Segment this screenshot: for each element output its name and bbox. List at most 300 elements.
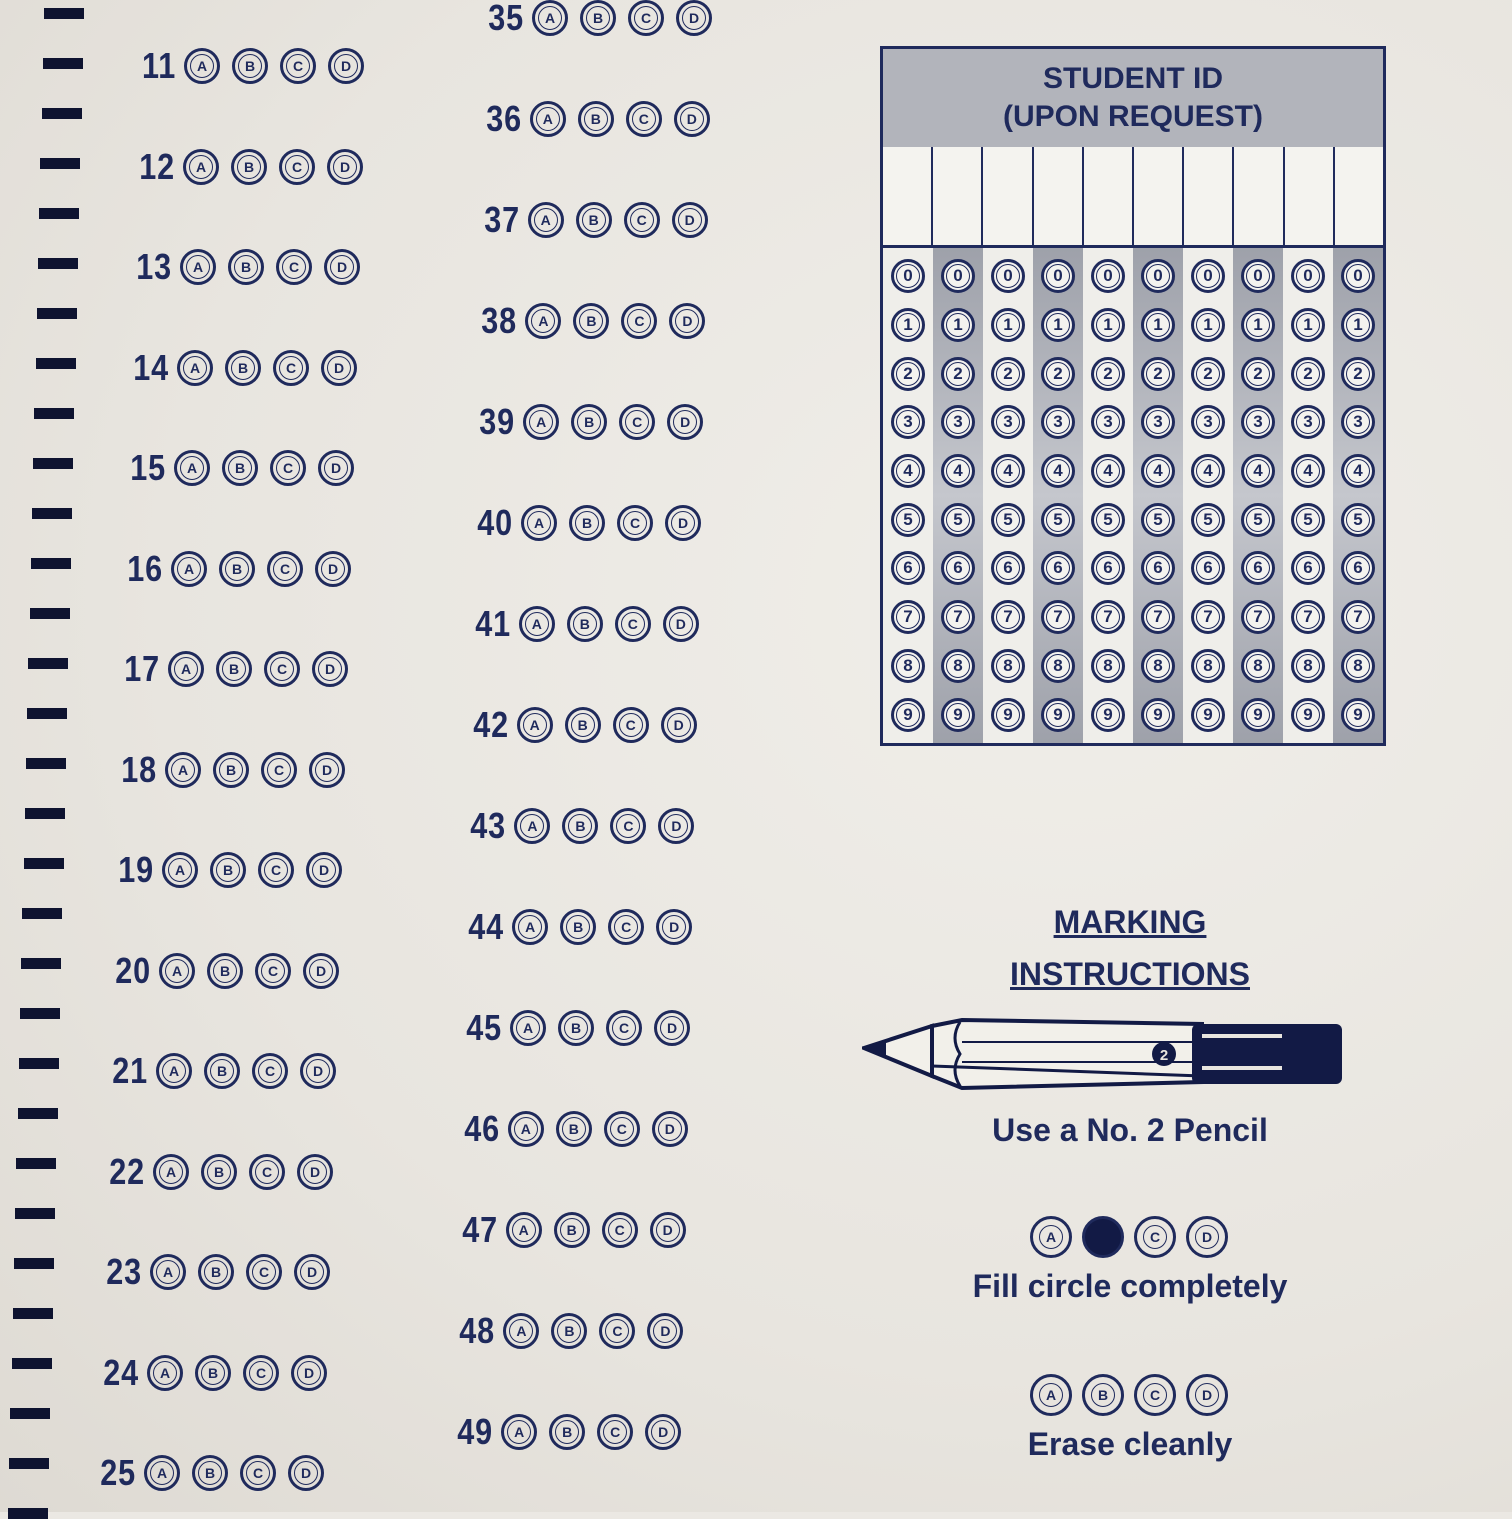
answer-bubble-c[interactable] bbox=[258, 852, 294, 888]
bubble-letter: C bbox=[630, 208, 654, 232]
student-id-bubble-2[interactable] bbox=[1341, 357, 1375, 391]
question-number: 21 bbox=[112, 1050, 149, 1091]
student-id-bubble-1[interactable] bbox=[1141, 308, 1175, 342]
student-id-bubble-7[interactable] bbox=[941, 600, 975, 634]
answer-bubble-b[interactable] bbox=[562, 808, 598, 844]
student-id-bubble-7[interactable] bbox=[991, 600, 1025, 634]
student-id-bubble-5[interactable] bbox=[1191, 503, 1225, 537]
answer-bubble-b[interactable] bbox=[551, 1313, 587, 1349]
answer-bubble-a[interactable] bbox=[521, 505, 557, 541]
answer-bubble-b[interactable] bbox=[549, 1414, 585, 1450]
answer-bubble-b[interactable] bbox=[573, 303, 609, 339]
answer-bubble-d[interactable] bbox=[324, 249, 360, 285]
answer-bubble-d[interactable] bbox=[328, 48, 364, 84]
answer-bubble-a[interactable] bbox=[501, 1414, 537, 1450]
student-id-bubble-3[interactable] bbox=[1191, 405, 1225, 439]
answer-bubble-a[interactable] bbox=[156, 1053, 192, 1089]
bubble-letter: A bbox=[1039, 1383, 1063, 1407]
answer-bubble-c bbox=[1134, 1216, 1176, 1258]
bubble-letter: D bbox=[675, 309, 699, 333]
question-number: 13 bbox=[136, 246, 173, 287]
answer-bubble-d[interactable] bbox=[661, 707, 697, 743]
answer-bubble-d[interactable] bbox=[665, 505, 701, 541]
student-id-bubble-5[interactable] bbox=[941, 503, 975, 537]
answer-bubble-a[interactable] bbox=[180, 249, 216, 285]
student-id-bubble-6[interactable] bbox=[891, 551, 925, 585]
answer-bubble-d[interactable] bbox=[674, 101, 710, 137]
answer-bubble-d[interactable] bbox=[306, 852, 342, 888]
student-id-bubble-0[interactable] bbox=[1041, 259, 1075, 293]
answer-bubble-d[interactable] bbox=[654, 1010, 690, 1046]
bubble-letter: B bbox=[201, 1361, 225, 1385]
digit-label: 9 bbox=[1296, 703, 1320, 727]
question-number: 25 bbox=[100, 1452, 137, 1493]
bubble-letter: C bbox=[258, 1059, 282, 1083]
answer-bubble-c[interactable] bbox=[628, 0, 664, 36]
answer-bubble-b[interactable] bbox=[578, 101, 614, 137]
answer-bubble-a[interactable] bbox=[171, 551, 207, 587]
student-id-bubble-9[interactable] bbox=[1041, 698, 1075, 732]
question-row bbox=[103, 1150, 345, 1194]
bubble-letter: A bbox=[186, 255, 210, 279]
student-id-bubble-2[interactable] bbox=[1191, 357, 1225, 391]
student-id-bubble-8[interactable] bbox=[941, 649, 975, 683]
answer-bubble-c[interactable] bbox=[597, 1414, 633, 1450]
answer-bubble-b[interactable] bbox=[204, 1053, 240, 1089]
answer-bubble-b[interactable] bbox=[554, 1212, 590, 1248]
student-id-bubble-4[interactable] bbox=[991, 454, 1025, 488]
answer-bubble-d[interactable] bbox=[321, 350, 357, 386]
answer-bubble-a[interactable] bbox=[523, 404, 559, 440]
answer-bubble-c[interactable] bbox=[604, 1111, 640, 1147]
question-row bbox=[133, 145, 375, 189]
student-id-bubble-5[interactable] bbox=[1291, 503, 1325, 537]
student-id-bubble-5[interactable] bbox=[891, 503, 925, 537]
student-id-bubble-7[interactable] bbox=[1091, 600, 1125, 634]
student-id-bubble-5[interactable] bbox=[991, 503, 1025, 537]
answer-bubble-d[interactable] bbox=[300, 1053, 336, 1089]
bubble-letter: C bbox=[627, 309, 651, 333]
student-id-bubble-8[interactable] bbox=[991, 649, 1025, 683]
student-id-bubble-4[interactable] bbox=[891, 454, 925, 488]
student-id-bubble-9[interactable] bbox=[1341, 698, 1375, 732]
student-id-bubble-1[interactable] bbox=[1291, 308, 1325, 342]
answer-bubble-b[interactable] bbox=[195, 1355, 231, 1391]
student-id-bubble-2[interactable] bbox=[1141, 357, 1175, 391]
student-id-bubble-3[interactable] bbox=[1241, 405, 1275, 439]
student-id-bubble-8[interactable] bbox=[1141, 649, 1175, 683]
student-id-bubble-4[interactable] bbox=[1141, 454, 1175, 488]
student-id-bubble-4[interactable] bbox=[1191, 454, 1225, 488]
student-id-bubble-0[interactable] bbox=[1291, 259, 1325, 293]
answer-bubble-b[interactable] bbox=[210, 852, 246, 888]
bubble-letter: B bbox=[216, 858, 240, 882]
timing-mark bbox=[27, 708, 67, 719]
student-id-bubble-3[interactable] bbox=[941, 405, 975, 439]
student-id-bubble-4[interactable] bbox=[1341, 454, 1375, 488]
answer-bubble-a[interactable] bbox=[150, 1254, 186, 1290]
answer-bubble-b[interactable] bbox=[232, 48, 268, 84]
bubble-letter: C bbox=[610, 1117, 634, 1141]
student-id-bubble-9[interactable] bbox=[891, 698, 925, 732]
question-row bbox=[462, 905, 704, 949]
student-id-bubble-2[interactable] bbox=[1241, 357, 1275, 391]
answer-bubble-b bbox=[1082, 1216, 1124, 1258]
answer-bubble-b[interactable] bbox=[560, 909, 596, 945]
bubble-letter: A bbox=[189, 155, 213, 179]
answer-bubble-c[interactable] bbox=[613, 707, 649, 743]
answer-bubble-a[interactable] bbox=[519, 606, 555, 642]
answer-bubble-c[interactable] bbox=[270, 450, 306, 486]
student-id-column bbox=[883, 248, 933, 743]
student-id-bubble-1[interactable] bbox=[991, 308, 1025, 342]
answer-bubble-d[interactable] bbox=[315, 551, 351, 587]
student-id-bubble-0[interactable] bbox=[991, 259, 1025, 293]
student-id-bubble-8[interactable] bbox=[1091, 649, 1125, 683]
answer-bubble-b[interactable] bbox=[213, 752, 249, 788]
student-id-bubble-5[interactable] bbox=[1141, 503, 1175, 537]
answer-bubble-a[interactable] bbox=[528, 202, 564, 238]
answer-bubble-c[interactable] bbox=[240, 1455, 276, 1491]
answer-bubble-b[interactable] bbox=[198, 1254, 234, 1290]
timing-mark bbox=[20, 1008, 60, 1019]
bubble-letter: D bbox=[678, 208, 702, 232]
student-id-bubble-1[interactable] bbox=[891, 308, 925, 342]
answer-bubble-d[interactable] bbox=[327, 149, 363, 185]
student-id-bubble-8[interactable] bbox=[891, 649, 925, 683]
student-id-bubble-7[interactable] bbox=[1241, 600, 1275, 634]
student-id-bubble-2[interactable] bbox=[1091, 357, 1125, 391]
digit-label: 2 bbox=[1096, 362, 1120, 386]
student-id-bubble-1[interactable] bbox=[1191, 308, 1225, 342]
answer-bubble-a[interactable] bbox=[177, 350, 213, 386]
answer-bubble-b[interactable] bbox=[571, 404, 607, 440]
timing-mark bbox=[32, 508, 72, 519]
answer-bubble-d[interactable] bbox=[647, 1313, 683, 1349]
student-id-bubble-1[interactable] bbox=[1041, 308, 1075, 342]
answer-bubble-c[interactable] bbox=[280, 48, 316, 84]
answer-bubble-a[interactable] bbox=[168, 651, 204, 687]
student-id-bubble-8[interactable] bbox=[1191, 649, 1225, 683]
digit-label: 7 bbox=[1296, 605, 1320, 629]
answer-bubble-d[interactable] bbox=[294, 1254, 330, 1290]
student-id-bubble-9[interactable] bbox=[1191, 698, 1225, 732]
student-id-bubble-6[interactable] bbox=[1141, 551, 1175, 585]
student-id-bubble-1[interactable] bbox=[1341, 308, 1375, 342]
question-row bbox=[478, 198, 720, 242]
student-id-bubble-3[interactable] bbox=[1091, 405, 1125, 439]
question-row bbox=[480, 97, 722, 141]
answer-bubble-c[interactable] bbox=[243, 1355, 279, 1391]
student-id-bubble-9[interactable] bbox=[1241, 698, 1275, 732]
student-id-bubble-2[interactable] bbox=[891, 357, 925, 391]
bubble-letter: B bbox=[575, 511, 599, 535]
answer-bubble-d[interactable] bbox=[672, 202, 708, 238]
digit-label: 6 bbox=[896, 556, 920, 580]
student-id-bubble-4[interactable] bbox=[1241, 454, 1275, 488]
student-id-bubble-5[interactable] bbox=[1091, 503, 1125, 537]
student-id-bubble-0[interactable] bbox=[891, 259, 925, 293]
student-id-bubble-8[interactable] bbox=[1241, 649, 1275, 683]
student-id-bubble-4[interactable] bbox=[1091, 454, 1125, 488]
answer-bubble-a[interactable] bbox=[174, 450, 210, 486]
question-row bbox=[456, 1208, 698, 1252]
question-row bbox=[112, 848, 354, 892]
student-id-write-in-box[interactable] bbox=[1084, 147, 1134, 245]
student-id-bubble-6[interactable] bbox=[1341, 551, 1375, 585]
student-id-write-in-box[interactable] bbox=[1134, 147, 1184, 245]
student-id-bubble-2[interactable] bbox=[941, 357, 975, 391]
answer-bubble-d[interactable] bbox=[652, 1111, 688, 1147]
timing-mark bbox=[8, 1508, 48, 1519]
answer-bubble-a[interactable] bbox=[153, 1154, 189, 1190]
answer-bubble-d[interactable] bbox=[291, 1355, 327, 1391]
student-id-bubble-1[interactable] bbox=[941, 308, 975, 342]
answer-bubble-a[interactable] bbox=[532, 0, 568, 36]
student-id-bubble-7[interactable] bbox=[1191, 600, 1225, 634]
student-id-bubble-8[interactable] bbox=[1341, 649, 1375, 683]
answer-bubble-a[interactable] bbox=[183, 149, 219, 185]
student-id-bubble-6[interactable] bbox=[1291, 551, 1325, 585]
answer-bubble-c[interactable] bbox=[617, 505, 653, 541]
answer-bubble-d[interactable] bbox=[663, 606, 699, 642]
question-row bbox=[130, 245, 372, 289]
student-id-bubble-3[interactable] bbox=[1341, 405, 1375, 439]
answer-bubble-c[interactable] bbox=[624, 202, 660, 238]
student-id-write-in-box[interactable] bbox=[883, 147, 933, 245]
answer-bubble-a[interactable] bbox=[514, 808, 550, 844]
answer-bubble-c[interactable] bbox=[602, 1212, 638, 1248]
student-id-bubble-7[interactable] bbox=[1291, 600, 1325, 634]
answer-bubble-d[interactable] bbox=[645, 1414, 681, 1450]
digit-label: 8 bbox=[946, 654, 970, 678]
digit-label: 9 bbox=[1196, 703, 1220, 727]
answer-bubble-d[interactable] bbox=[650, 1212, 686, 1248]
question-row bbox=[458, 1107, 700, 1151]
student-id-bubble-9[interactable] bbox=[991, 698, 1025, 732]
answer-bubble-b[interactable] bbox=[580, 0, 616, 36]
student-id-bubble-0[interactable] bbox=[1091, 259, 1125, 293]
student-id-bubble-0[interactable] bbox=[1191, 259, 1225, 293]
student-id-subtitle: (UPON REQUEST) bbox=[1002, 100, 1263, 133]
answer-bubble-c[interactable] bbox=[267, 551, 303, 587]
answer-bubble-d[interactable] bbox=[658, 808, 694, 844]
student-id-bubble-5[interactable] bbox=[1241, 503, 1275, 537]
answer-bubble-b[interactable] bbox=[222, 450, 258, 486]
student-id-header bbox=[883, 49, 1383, 150]
student-id-bubble-2[interactable] bbox=[991, 357, 1025, 391]
pencil-icon bbox=[862, 1018, 1352, 1092]
answer-bubble-d[interactable] bbox=[288, 1455, 324, 1491]
digit-label: 7 bbox=[946, 605, 970, 629]
student-id-bubble-9[interactable] bbox=[941, 698, 975, 732]
answer-bubble-d[interactable] bbox=[312, 651, 348, 687]
answer-bubble-a[interactable] bbox=[506, 1212, 542, 1248]
answer-bubble-a[interactable] bbox=[165, 752, 201, 788]
answer-bubble-b[interactable] bbox=[569, 505, 605, 541]
student-id-write-in-box[interactable] bbox=[1234, 147, 1284, 245]
answer-bubble-d[interactable] bbox=[309, 752, 345, 788]
student-id-bubble-8[interactable] bbox=[1291, 649, 1325, 683]
answer-bubble-c[interactable] bbox=[626, 101, 662, 137]
answer-bubble-b[interactable] bbox=[565, 707, 601, 743]
answer-bubble-a[interactable] bbox=[512, 909, 548, 945]
answer-bubble-a[interactable] bbox=[147, 1355, 183, 1391]
timing-mark bbox=[18, 1108, 58, 1119]
answer-bubble-b[interactable] bbox=[558, 1010, 594, 1046]
digit-label: 1 bbox=[1196, 313, 1220, 337]
answer-bubble-b[interactable] bbox=[225, 350, 261, 386]
answer-bubble-c[interactable] bbox=[621, 303, 657, 339]
bubble-letter: D bbox=[651, 1420, 675, 1444]
answer-bubble-c[interactable] bbox=[255, 953, 291, 989]
answer-bubble-c[interactable] bbox=[246, 1254, 282, 1290]
student-id-bubble-6[interactable] bbox=[1041, 551, 1075, 585]
student-id-bubble-0[interactable] bbox=[1141, 259, 1175, 293]
student-id-bubble-6[interactable] bbox=[941, 551, 975, 585]
student-id-write-in-box[interactable] bbox=[1335, 147, 1383, 245]
bubble-letter: B bbox=[577, 410, 601, 434]
student-id-bubble-3[interactable] bbox=[991, 405, 1025, 439]
student-id-write-in-box[interactable] bbox=[1034, 147, 1084, 245]
student-id-bubble-0[interactable] bbox=[941, 259, 975, 293]
student-id-bubble-6[interactable] bbox=[1241, 551, 1275, 585]
bubble-letter: B bbox=[571, 713, 595, 737]
bubble-letter: D bbox=[315, 758, 339, 782]
answer-bubble-b bbox=[1082, 1374, 1124, 1416]
answer-bubble-d[interactable] bbox=[669, 303, 705, 339]
student-id-bubble-5[interactable] bbox=[1341, 503, 1375, 537]
student-id-bubble-7[interactable] bbox=[891, 600, 925, 634]
answer-bubble-a[interactable] bbox=[508, 1111, 544, 1147]
student-id-write-in-box[interactable] bbox=[933, 147, 983, 245]
answer-bubble-b[interactable] bbox=[556, 1111, 592, 1147]
student-id-bubble-1[interactable] bbox=[1091, 308, 1125, 342]
answer-bubble-c[interactable] bbox=[610, 808, 646, 844]
answer-bubble-d[interactable] bbox=[318, 450, 354, 486]
student-id-bubble-9[interactable] bbox=[1291, 698, 1325, 732]
answer-bubble-c[interactable] bbox=[264, 651, 300, 687]
student-id-bubble-6[interactable] bbox=[1091, 551, 1125, 585]
answer-bubble-b[interactable] bbox=[576, 202, 612, 238]
answer-bubble-c[interactable] bbox=[606, 1010, 642, 1046]
answer-bubble-b[interactable] bbox=[192, 1455, 228, 1491]
answer-bubble-b[interactable] bbox=[231, 149, 267, 185]
digit-label: 1 bbox=[1346, 313, 1370, 337]
student-id-write-in-box[interactable] bbox=[1184, 147, 1234, 245]
student-id-bubble-9[interactable] bbox=[1091, 698, 1125, 732]
student-id-bubble-7[interactable] bbox=[1141, 600, 1175, 634]
bubble-letter: C bbox=[616, 814, 640, 838]
bubble-letter: B bbox=[564, 1016, 588, 1040]
digit-label: 9 bbox=[1046, 703, 1070, 727]
answer-bubble-a[interactable] bbox=[184, 48, 220, 84]
answer-bubble-a[interactable] bbox=[510, 1010, 546, 1046]
student-id-bubble-3[interactable] bbox=[1041, 405, 1075, 439]
answer-bubble-a[interactable] bbox=[144, 1455, 180, 1491]
answer-bubble-b[interactable] bbox=[567, 606, 603, 642]
digit-label: 1 bbox=[896, 313, 920, 337]
digit-label: 5 bbox=[1246, 508, 1270, 532]
answer-bubble-a[interactable] bbox=[517, 707, 553, 743]
answer-bubble-a[interactable] bbox=[162, 852, 198, 888]
student-id-bubble-9[interactable] bbox=[1141, 698, 1175, 732]
student-id-bubble-2[interactable] bbox=[1041, 357, 1075, 391]
answer-bubble-d[interactable] bbox=[297, 1154, 333, 1190]
bubble-letter: D bbox=[330, 255, 354, 279]
answer-bubble-c[interactable] bbox=[608, 909, 644, 945]
student-id-bubble-6[interactable] bbox=[1191, 551, 1225, 585]
answer-bubble-b[interactable] bbox=[219, 551, 255, 587]
bubble-letter: C bbox=[614, 915, 638, 939]
student-id-bubble-0[interactable] bbox=[1341, 259, 1375, 293]
bubble-letter: C bbox=[270, 657, 294, 681]
answer-bubble-c[interactable] bbox=[619, 404, 655, 440]
student-id-bubble-4[interactable] bbox=[941, 454, 975, 488]
bubble-letter: C bbox=[252, 1260, 276, 1284]
timing-mark bbox=[40, 158, 80, 169]
answer-bubble-b[interactable] bbox=[228, 249, 264, 285]
bubble-letter: A bbox=[518, 915, 542, 939]
answer-bubble-a[interactable] bbox=[159, 953, 195, 989]
answer-bubble-c[interactable] bbox=[261, 752, 297, 788]
answer-bubble-c[interactable] bbox=[249, 1154, 285, 1190]
answer-bubble-a[interactable] bbox=[525, 303, 561, 339]
answer-bubble-d[interactable] bbox=[303, 953, 339, 989]
student-id-bubble-0[interactable] bbox=[1241, 259, 1275, 293]
answer-bubble-a[interactable] bbox=[503, 1313, 539, 1349]
student-id-bubble-5[interactable] bbox=[1041, 503, 1075, 537]
question-number: 12 bbox=[139, 145, 176, 187]
answer-bubble-c[interactable] bbox=[276, 249, 312, 285]
digit-label: 3 bbox=[946, 410, 970, 434]
student-id-bubble-4[interactable] bbox=[1041, 454, 1075, 488]
answer-bubble-b[interactable] bbox=[207, 953, 243, 989]
digit-label: 4 bbox=[1196, 459, 1220, 483]
answer-bubble-c[interactable] bbox=[273, 350, 309, 386]
question-row bbox=[127, 346, 369, 390]
answer-bubble-c[interactable] bbox=[252, 1053, 288, 1089]
answer-bubble-a[interactable] bbox=[530, 101, 566, 137]
student-id-bubble-3[interactable] bbox=[891, 405, 925, 439]
student-id-bubble-3[interactable] bbox=[1141, 405, 1175, 439]
student-id-bubble-2[interactable] bbox=[1291, 357, 1325, 391]
answer-bubble-d[interactable] bbox=[667, 404, 703, 440]
student-id-bubble-4[interactable] bbox=[1291, 454, 1325, 488]
student-id-bubble-3[interactable] bbox=[1291, 405, 1325, 439]
answer-bubble-d[interactable] bbox=[656, 909, 692, 945]
answer-bubble-b[interactable] bbox=[201, 1154, 237, 1190]
answer-bubble-c[interactable] bbox=[279, 149, 315, 185]
student-id-bubble-7[interactable] bbox=[1041, 600, 1075, 634]
digit-label: 6 bbox=[1296, 556, 1320, 580]
question-row bbox=[475, 299, 717, 343]
student-id-bubble-8[interactable] bbox=[1041, 649, 1075, 683]
digit-label: 7 bbox=[1246, 605, 1270, 629]
answer-bubble-c[interactable] bbox=[599, 1313, 635, 1349]
bubble-letter: A bbox=[156, 1260, 180, 1284]
student-id-write-in-box[interactable] bbox=[983, 147, 1033, 245]
answer-bubble-c[interactable] bbox=[615, 606, 651, 642]
student-id-panel bbox=[880, 46, 1386, 746]
student-id-write-in-box[interactable] bbox=[1285, 147, 1335, 245]
answer-bubble-d[interactable] bbox=[676, 0, 712, 36]
student-id-bubble-1[interactable] bbox=[1241, 308, 1275, 342]
answer-bubble-b[interactable] bbox=[216, 651, 252, 687]
student-id-bubble-7[interactable] bbox=[1341, 600, 1375, 634]
question-row bbox=[106, 1049, 348, 1093]
student-id-bubble-6[interactable] bbox=[991, 551, 1025, 585]
